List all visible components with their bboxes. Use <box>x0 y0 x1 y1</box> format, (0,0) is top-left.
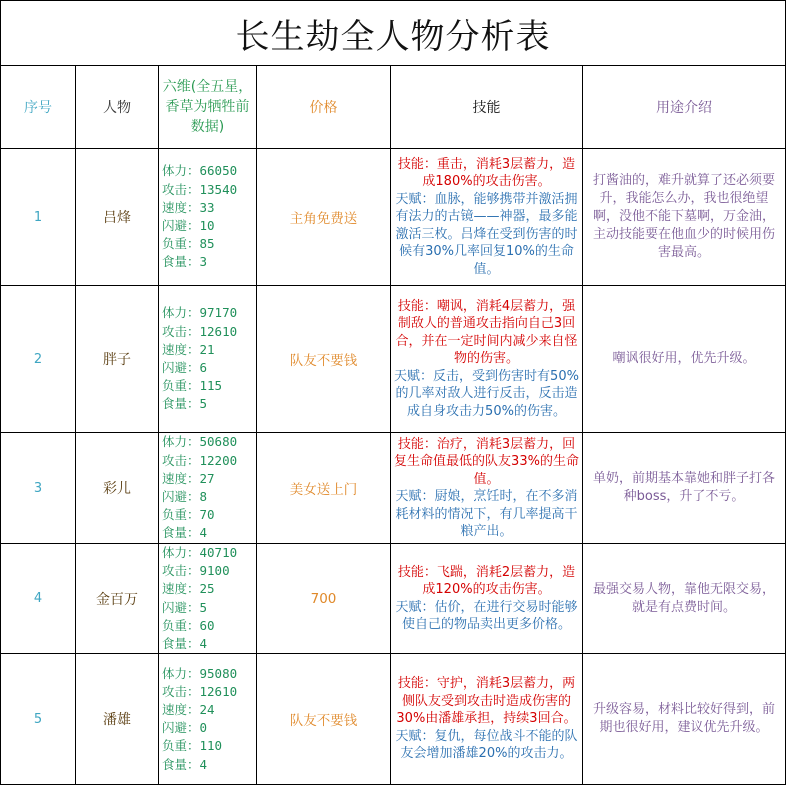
row-index: 5 <box>1 654 76 785</box>
character-name: 金百万 <box>76 544 159 654</box>
header-name: 人物 <box>76 66 159 149</box>
talent: 天赋：复仇，每位战斗不能的队友会增加潘雄20%的攻击力。 <box>395 728 578 762</box>
stat-load: 负重：60 <box>162 617 215 633</box>
stat-attack: 攻击：12610 <box>162 683 238 699</box>
active-skill: 技能：重击，消耗3层蓄力，造成180%的攻击伤害。 <box>397 156 576 190</box>
row-index: 1 <box>1 149 76 286</box>
character-skill <box>391 433 583 544</box>
stat-dodge: 闪避：10 <box>162 218 215 233</box>
character-name: 胖子 <box>76 286 159 433</box>
stat-dodge: 闪避：8 <box>162 489 208 504</box>
stat-food: 食量：4 <box>162 525 208 541</box>
header-price: 价格 <box>257 66 391 149</box>
character-usage: 最强交易人物，靠他无限交易，就是有点费时间。 <box>583 544 786 654</box>
active-skill: 技能：治疗，消耗3层蓄力，回复生命值最低的队友33%的生命值。 <box>394 436 579 487</box>
character-skill <box>391 654 583 785</box>
talent: 天赋：估价，在进行交易时能够使自己的物品卖出更多价格。 <box>395 599 578 633</box>
talent: 天赋：反击，受到伤害时有50%的几率对敌人进行反击，反击造成自身攻击力50%的伤害。 <box>394 368 579 419</box>
active-skill: 技能：守护，消耗3层蓄力，两侧队友受到攻击时造成伤害的30%由潘雄承担，持续3回合。 <box>396 676 577 727</box>
stat-load: 负重：115 <box>162 378 223 394</box>
character-usage: 升级容易，材料比较好得到，前期也很好用，建议优先升级。 <box>583 654 786 785</box>
character-stats <box>159 654 257 785</box>
sheet-title: 长生劫全人物分析表 <box>1 1 786 66</box>
character-price: 美女送上门 <box>257 433 391 544</box>
stat-speed: 速度：33 <box>162 199 215 215</box>
character-stats <box>159 286 257 433</box>
stat-attack: 攻击：13540 <box>162 181 238 197</box>
table-row <box>1 654 786 785</box>
character-price: 主角免费送 <box>257 149 391 286</box>
stat-speed: 速度：27 <box>162 470 215 486</box>
header-stats: 六维(全五星，香草为牺牲前数据) <box>159 66 257 149</box>
active-skill: 技能：飞踹，消耗2层蓄力，造成120%的攻击伤害。 <box>397 564 576 598</box>
header-skill: 技能 <box>391 66 583 149</box>
character-price: 队友不要钱 <box>257 654 391 785</box>
stat-hp: 体力：50680 <box>162 434 238 450</box>
table-row <box>1 433 786 544</box>
character-stats <box>159 544 257 654</box>
header-usage: 用途介绍 <box>583 66 786 149</box>
character-name: 吕烽 <box>76 149 159 286</box>
row-index: 4 <box>1 544 76 654</box>
stat-dodge: 闪避：6 <box>162 360 208 375</box>
character-name: 潘雄 <box>76 654 159 785</box>
table-row <box>1 544 786 654</box>
stat-attack: 攻击：12200 <box>162 452 238 468</box>
talent: 天赋：血脉，能够携带并激活拥有法力的古镜——神器，最多能激活三枚。吕烽在受到伤害的时候有30%几率回复10%的生命值。 <box>395 191 578 277</box>
character-stats <box>159 433 257 544</box>
character-skill <box>391 286 583 433</box>
stat-load: 负重：70 <box>162 507 215 523</box>
character-skill <box>391 544 583 654</box>
stat-food: 食量：3 <box>162 254 208 270</box>
active-skill: 技能：嘲讽，消耗4层蓄力，强制敌人的普通攻击指向自己3回合，并在一定时间内减少来自怪物的伤害。 <box>395 298 578 367</box>
stat-speed: 速度：21 <box>162 341 215 357</box>
stat-speed: 速度：25 <box>162 581 215 597</box>
stat-food: 食量：4 <box>162 756 208 772</box>
stat-speed: 速度：24 <box>162 702 215 718</box>
stat-food: 食量：4 <box>162 636 208 652</box>
talent: 天赋：厨娘，烹饪时，在不多消耗材料的情况下，有几率提高干粮产出。 <box>395 489 578 539</box>
character-price: 队友不要钱 <box>257 286 391 433</box>
stat-load: 负重：85 <box>162 236 215 252</box>
stat-hp: 体力：95080 <box>162 665 238 681</box>
stat-attack: 攻击：12610 <box>162 323 238 339</box>
character-usage: 打酱油的，难升就算了还必须要升，我能怎么办，我也很绝望啊，没他不能下墓啊，万金油，主动技能要在他血少的时候用伤害最高。 <box>583 149 786 286</box>
stat-hp: 体力：66050 <box>162 163 238 179</box>
stat-food: 食量：5 <box>162 396 208 412</box>
character-stats <box>159 149 257 286</box>
character-name: 彩儿 <box>76 433 159 544</box>
character-skill <box>391 149 583 286</box>
table-row <box>1 149 786 286</box>
stat-dodge: 闪避：0 <box>162 720 208 736</box>
header-index: 序号 <box>1 66 76 149</box>
stat-hp: 体力：40710 <box>162 545 238 560</box>
stat-load: 负重：110 <box>162 738 223 754</box>
character-usage: 单奶，前期基本靠她和胖子打各种boss，升了不亏。 <box>583 433 786 544</box>
stat-dodge: 闪避：5 <box>162 599 208 615</box>
character-usage: 嘲讽很好用，优先升级。 <box>583 286 786 433</box>
header-row <box>1 66 786 149</box>
character-price: 700 <box>257 544 391 654</box>
row-index: 2 <box>1 286 76 433</box>
stat-hp: 体力：97170 <box>162 305 238 321</box>
stat-attack: 攻击：9100 <box>162 563 230 579</box>
table-row <box>1 286 786 433</box>
row-index: 3 <box>1 433 76 544</box>
